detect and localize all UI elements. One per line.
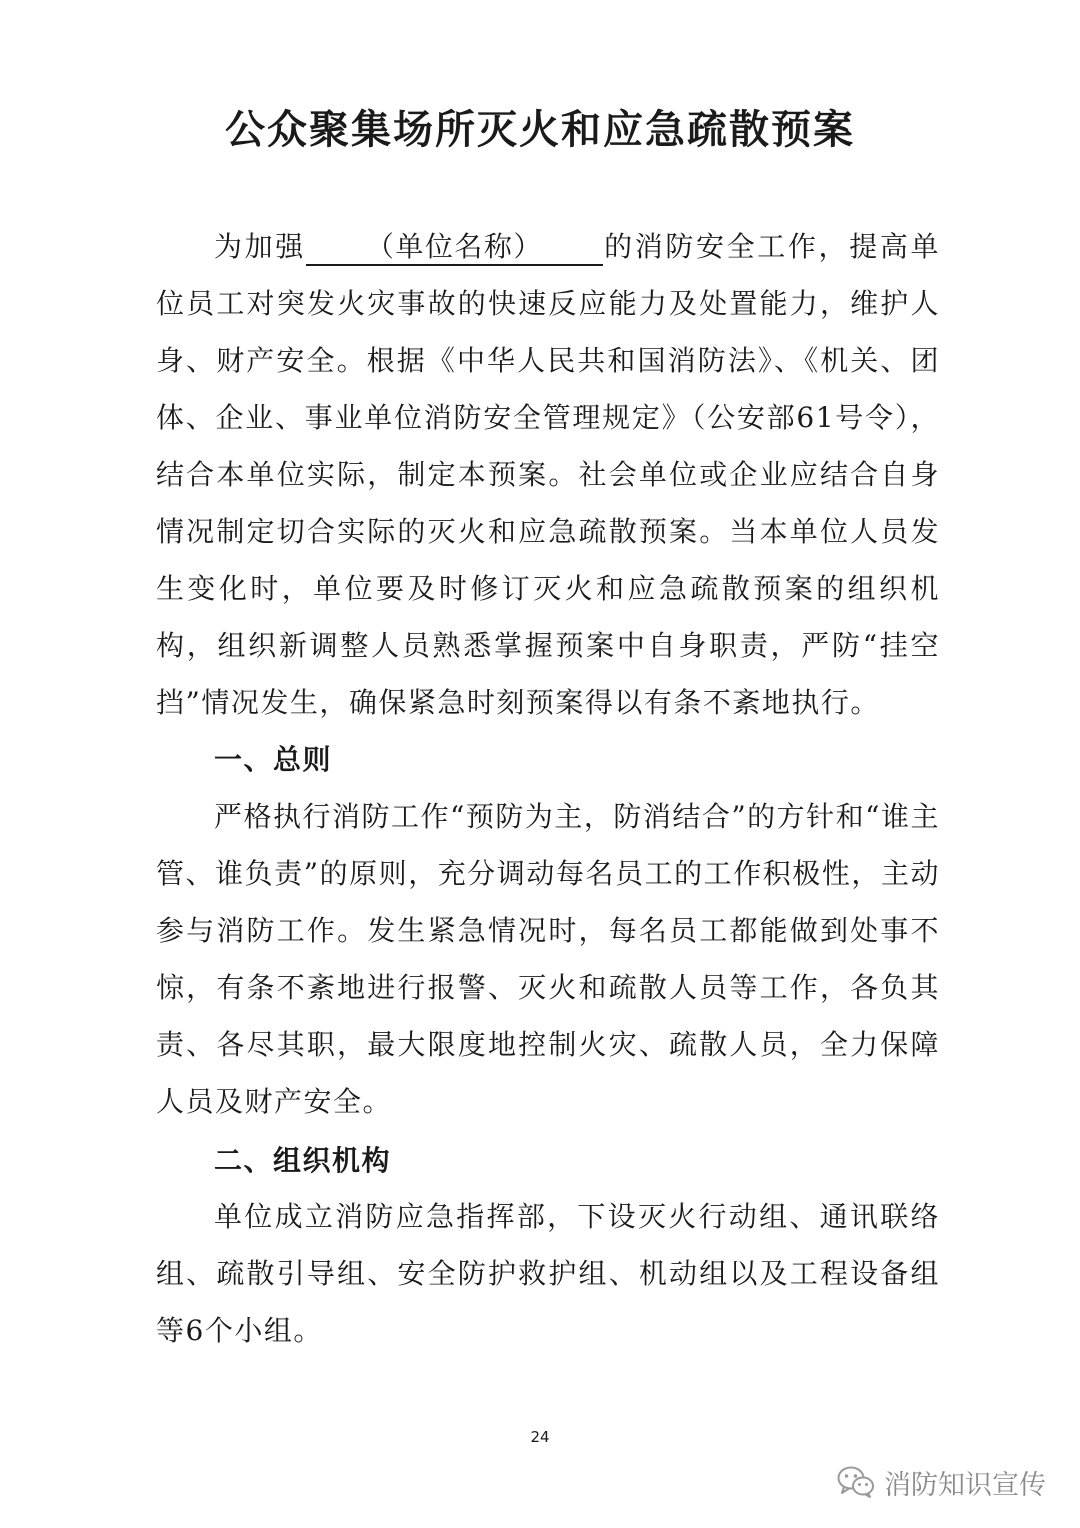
document-title: 公众聚集场所灭火和应急疏散预案 [225,107,855,153]
page-number: 24 [530,1428,550,1446]
section-text-organization: 单位成立消防应急指挥部，下设灭火行动组、通讯联络组、疏散引导组、安全防护救护组、机动组以及工程设备组等6个小组。 [156,1200,940,1347]
unit-name-blank [306,230,603,266]
section-text-general: 严格执行消防工作“预防为主，防消结合”的方针和“谁主管、谁负责”的原则，充分调动每名员工的工作积极性，主动参与消防工作。发生紧急情况时，每名员工都能做到处事不惊，有条不紊地进行报警、灭火和疏散人员等工作，各负其责、各尽其职，最大限度地控制火灾、疏散人员，全力保障人员及财产安全。 [156,800,940,1118]
section-heading-general: 一、总则 [214,743,333,776]
wechat-icon [836,1465,876,1499]
watermark-text: 消防知识宣传 [884,1469,1046,1501]
intro-paragraph [156,218,940,731]
section-heading-organization: 二、组织机构 [214,1144,392,1177]
watermark [836,1462,1046,1502]
intro-prefix: 为加强 [214,230,306,263]
unit-name-placeholder: （单位名称） [365,230,543,263]
intro-text: 的消防安全工作，提高单位员工对突发火灾事故的快速反应能力及处置能力，维护人身、财产安全。根据《中华人民共和国消防法》、《机关、团体、企业、事业单位消防安全管理规定》（公安部61号令），结合本单位实际，制定本预案。社会单位或企业应结合自身情况制定切合实际的灭火和应急疏散预案。当本单位人员发生变化时，单位要及时修订灭火和应急疏散预案的组织机构，组织新调整人员熟悉掌握预案中自身职责，严防“挂空挡”情况发生，确保紧急时刻预案得以有条不紊地执行。 [156,230,940,719]
